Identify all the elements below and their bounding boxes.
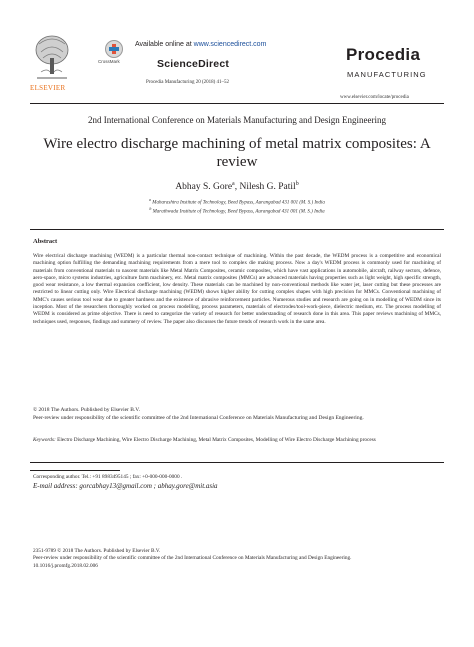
keywords-label: Keywords:: [33, 437, 56, 443]
header-divider: [30, 103, 444, 104]
footer-peer-review: Peer-review under responsibility of the scientific committee of the 2nd International Conference on Materials Manufacturing and Design Engineering.: [33, 555, 352, 562]
copyright-block: [33, 407, 441, 422]
journal-url[interactable]: www.elsevier.com/locate/procedia: [340, 95, 409, 100]
journal-subtitle: MANUFACTURING: [347, 70, 427, 79]
affiliation-1: [0, 197, 474, 206]
author-list: [0, 181, 474, 192]
crossmark-label: CrossMark: [98, 59, 120, 64]
platform-name: ScienceDirect: [157, 58, 230, 70]
footer-issn: 2351-9789 © 2018 The Authors. Published by Elsevier B.V.: [33, 548, 161, 554]
journal-name: Procedia: [346, 45, 421, 64]
crossmark-icon[interactable]: [105, 40, 123, 58]
footer-doi[interactable]: 10.1016/j.promfg.2018.02.006: [33, 562, 98, 569]
availability-line: [135, 41, 266, 48]
citation: Procedia Manufacturing 20 (2018) 41–52: [146, 80, 230, 85]
abstract-heading: Abstract: [33, 238, 58, 245]
author-1-sup: a: [232, 181, 235, 187]
affiliation-2: [0, 206, 474, 215]
author-separator: ,: [234, 182, 240, 193]
email-line: [33, 482, 218, 490]
conference-name: 2nd International Conference on Materials Manufacturing and Design Engineering: [88, 115, 386, 125]
corresponding-author: Corresponding author. Tel.: +91 8983495145 ; fax: +0-000-000-0000 .: [33, 474, 183, 480]
author-2: Nilesh G. Patil: [239, 182, 296, 193]
abstract-top-divider: [30, 229, 444, 230]
elsevier-tree-logo: [33, 32, 71, 82]
keywords-text: Electro Discharge Machining, Wire Electro Discharge Machining, Metal Matrix Composites, Modelling of Wire Electro Discharge Machining process: [55, 437, 376, 443]
author-2-sup: b: [295, 181, 299, 187]
author-1: Abhay S. Gore: [175, 182, 233, 193]
abstract-text: Wire electrical discharge machining (WEDM) is a particular thermal non-contact technique of machining. Within the past decade, the WEDM process is a competitive and economical machining option fulfilling the demanding machining requirements from a mere tool to complex die making process. Now a day's WEDM process is commonly used for machining of materials from conventional materials to nascent materials like Metal Matrix Composites, ceramic composites, which have vast applications in automobile, aircraft, railway sectors, defence, aero-space, micro systems industries, agriculture farm machinery, etc. Metal matrix composites (MMCs) are advanced materials having properties such as light weight, high specific strength, good wear resistance, a low thermal expansion coefficient, low density. These materials can be machined by non-conventional methods like water jet, laser cutting but these processes are restricted to linear cutting only. Wire Electrical discharge machining (WEDM) shows higher ability for cutting complex shapes with high precision for MMCs. Conventional machining of MMC's causes serious tool wear due to greater hardness and the existence of abrasive reinforcement particles. Numerous studies and research are going on in modelling of WEDM since its inception. Most of the researchers thoroughly worked on process modelling, process parameters, materials of electrodes/tool-work-piece, dielectric medium, etc. The process modelling of WEDM is considered as prime objective. There is need to categorize the variety of research for better understanding of research done in this area. This paper reviews machining of MMCs, techniques used, responses, findings and summery of review. The paper also discusses the future trends of research work in the same area.: [33, 253, 441, 325]
abstract-bottom-divider: [30, 462, 444, 463]
publisher-name: ELSEVIER: [30, 84, 66, 92]
peer-review-line: Peer-review under responsibility of the scientific committee of the 2nd International Conference on Materials Manufacturing and Design Engineering.: [33, 414, 364, 421]
available-prefix: Available online at: [135, 41, 192, 48]
affiliation-2-sup: b: [149, 206, 152, 211]
email-address[interactable]: gorcabhay13@gmail.com ; abhay.gore@mit.asia: [79, 482, 218, 490]
sciencedirect-link[interactable]: www.sciencedirect.com: [193, 41, 267, 48]
keywords: [33, 437, 441, 444]
footer-block: [33, 548, 441, 570]
footnote-divider: [30, 470, 120, 471]
email-label: E-mail address:: [33, 482, 78, 490]
affiliation-2-text: Marathwada Institute of Technology, Beed Bypass, Aurangabad 431 001 (M. S.) India: [152, 209, 325, 215]
paper-title: Wire electro discharge machining of metal matrix composites: A review: [43, 136, 431, 170]
affiliation-1-text: Maharashtra Institute of Technology, Beed Bypass, Aurangabad 431 001 (M. S.) India: [152, 200, 325, 206]
copyright-line: © 2018 The Authors. Published by Elsevier B.V.: [33, 407, 140, 413]
affiliation-1-sup: a: [149, 197, 152, 202]
